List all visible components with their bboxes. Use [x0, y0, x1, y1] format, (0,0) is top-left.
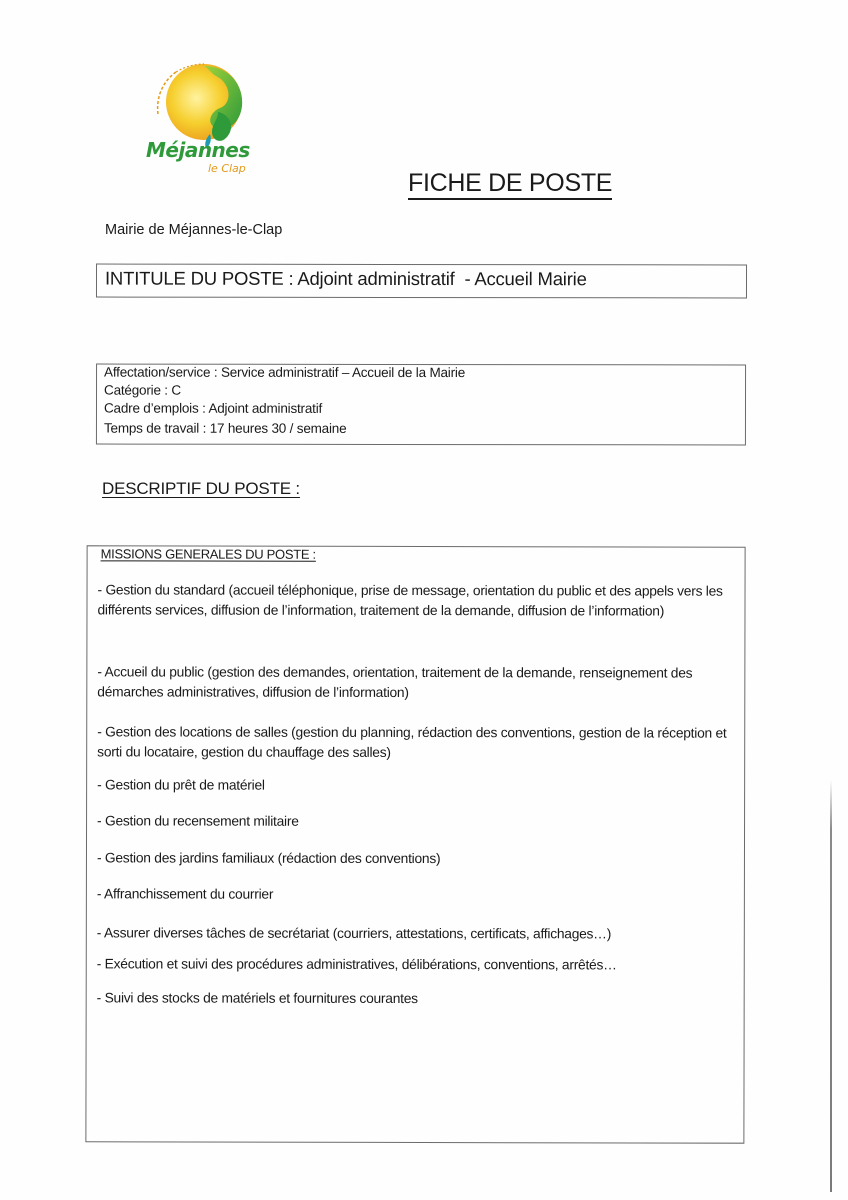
mission-item: - Exécution et suivi des procédures administratives, délibérations, conventions, arrêtés… — [96, 956, 617, 973]
organization-name: Mairie de Méjannes-le-Clap — [105, 222, 283, 238]
mission-item: - Affranchissement du courrier — [96, 886, 274, 902]
section-heading-descriptif: DESCRIPTIF DU POSTE : — [102, 479, 300, 498]
missions-title: MISSIONS GENERALES DU POSTE : — [100, 546, 316, 562]
logo-name: Méjannes — [146, 138, 250, 162]
mission-item: - Suivi des stocks de matériels et fournitures courantes — [96, 990, 418, 1007]
job-info-box — [96, 364, 746, 446]
missions-box — [85, 545, 745, 1143]
categorie-line: Catégorie : C — [104, 382, 181, 398]
mission-item: - Gestion des locations de salles (gestion du planning, rédaction des conventions, gestion de la réception et sorti du locataire, gestion du chauffage des salles) — [97, 724, 727, 760]
affectation-line: Affectation/service : Service administratif – Accueil de la Mairie — [104, 364, 466, 381]
mission-item: - Accueil du public (gestion des demandes, orientation, traitement de la demande, renseignement des démarches administratives, diffusion de l’information) — [97, 664, 693, 700]
mission-item: - Gestion du prêt de matériel — [97, 777, 265, 793]
job-title-box — [96, 264, 747, 299]
mission-item: - Assurer diverses tâches de secrétariat (courriers, attestations, certificats, affichages…) — [96, 925, 612, 942]
cadre-line: Cadre d’emplois : Adjoint administratif — [103, 400, 323, 416]
mission-item: - Gestion du recensement militaire — [97, 813, 299, 829]
temps-line: Temps de travail : 17 heures 30 / semaine — [103, 420, 347, 436]
document-title: FICHE DE POSTE — [408, 168, 612, 200]
scan-edge-line — [830, 780, 832, 1192]
mission-item: - Gestion des jardins familiaux (rédaction des conventions) — [96, 850, 441, 867]
mission-item: - Gestion du standard (accueil téléphonique, prise de message, orientation du public et des appels vers les différents services, diffusion de l’information, traitement de la demande, diffusion de l’information) — [97, 582, 723, 619]
job-title: INTITULE DU POSTE : Adjoint administratif - Accueil Mairie — [104, 267, 587, 290]
logo-subtitle: le Clap — [208, 162, 246, 175]
